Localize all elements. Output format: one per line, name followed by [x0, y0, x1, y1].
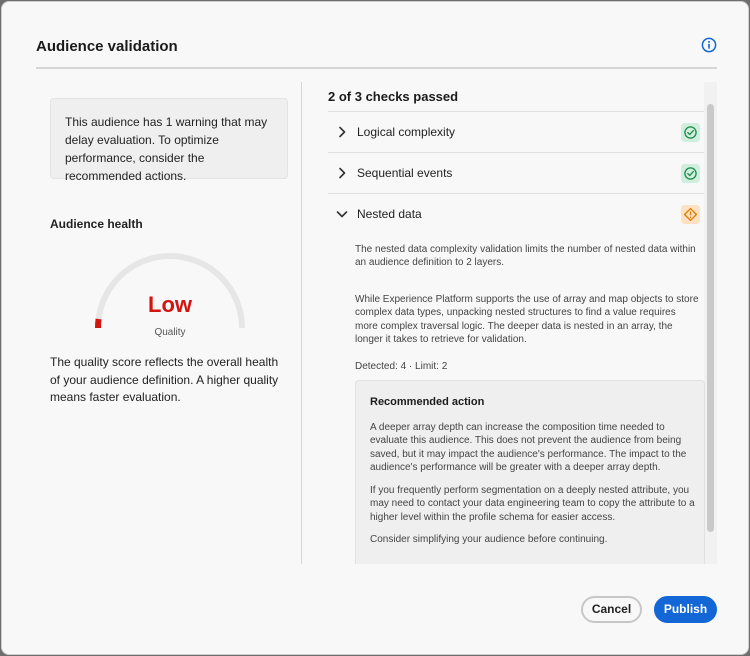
check-circle-icon — [681, 164, 700, 183]
audience-health-heading: Audience health — [50, 217, 143, 231]
recommended-action-text-1: A deeper array depth can increase the composition time needed to evaluate this audience. This does not prevent the audience from being saved, but it may impact the audience's performance. The impact to the audience's performance will be greater with a deeper array depth. — [370, 422, 687, 473]
chevron-right-icon — [336, 167, 348, 179]
cancel-button[interactable]: Cancel — [581, 596, 642, 623]
check-circle-icon — [681, 123, 700, 142]
publish-button[interactable]: Publish — [654, 596, 717, 623]
checks-summary: 2 of 3 checks passed — [328, 89, 459, 104]
audience-validation-dialog — [1, 1, 749, 655]
recommended-action-text-3: Consider simplifying your audience before continuing. — [370, 534, 608, 545]
quality-value: Low — [148, 292, 192, 317]
recommended-action-box — [355, 380, 705, 564]
detected-limit: Detected: 4 · Limit: 2 — [355, 361, 448, 372]
chevron-down-icon — [336, 208, 348, 220]
chevron-right-icon — [336, 126, 348, 138]
check-label: Sequential events — [357, 166, 453, 180]
info-circle-icon[interactable] — [701, 37, 717, 53]
check-row-sequential-events[interactable] — [328, 152, 704, 193]
check-row-logical-complexity[interactable] — [328, 111, 704, 152]
quality-label: Quality — [154, 327, 186, 338]
column-divider — [301, 82, 302, 564]
header-divider — [36, 67, 717, 69]
alert-diamond-icon — [681, 205, 700, 224]
check-row-nested-data[interactable] — [328, 193, 704, 234]
nested-data-description: The nested data complexity validation limits the number of nested data within an audience definition to 2 layers. — [355, 244, 696, 269]
recommended-action-title: Recommended action — [370, 396, 485, 408]
warning-message: This audience has 1 warning that may delay evaluation. To optimize performance, consider the recommended actions. — [50, 98, 288, 179]
nested-data-explanation: While Experience Platform supports the use of array and map objects to store complex data types, unpacking nested structures to find a value requires more complex traversal logic. The deeper data is nested in an array, the longer it takes to retrieve for validation. — [355, 294, 699, 345]
check-label: Logical complexity — [357, 125, 456, 139]
dialog-title: Audience validation — [36, 38, 178, 55]
check-label: Nested data — [357, 207, 422, 221]
recommended-action-text-2: If you frequently perform segmentation on a deeply nested attribute, you may need to contact your data engineering team to copy the attribute to a higher level within the profile schema for easier access. — [370, 485, 695, 523]
health-description: The quality score reflects the overall health of your audience definition. A higher quality means faster evaluation. — [50, 355, 279, 404]
checks-panel — [328, 82, 718, 564]
